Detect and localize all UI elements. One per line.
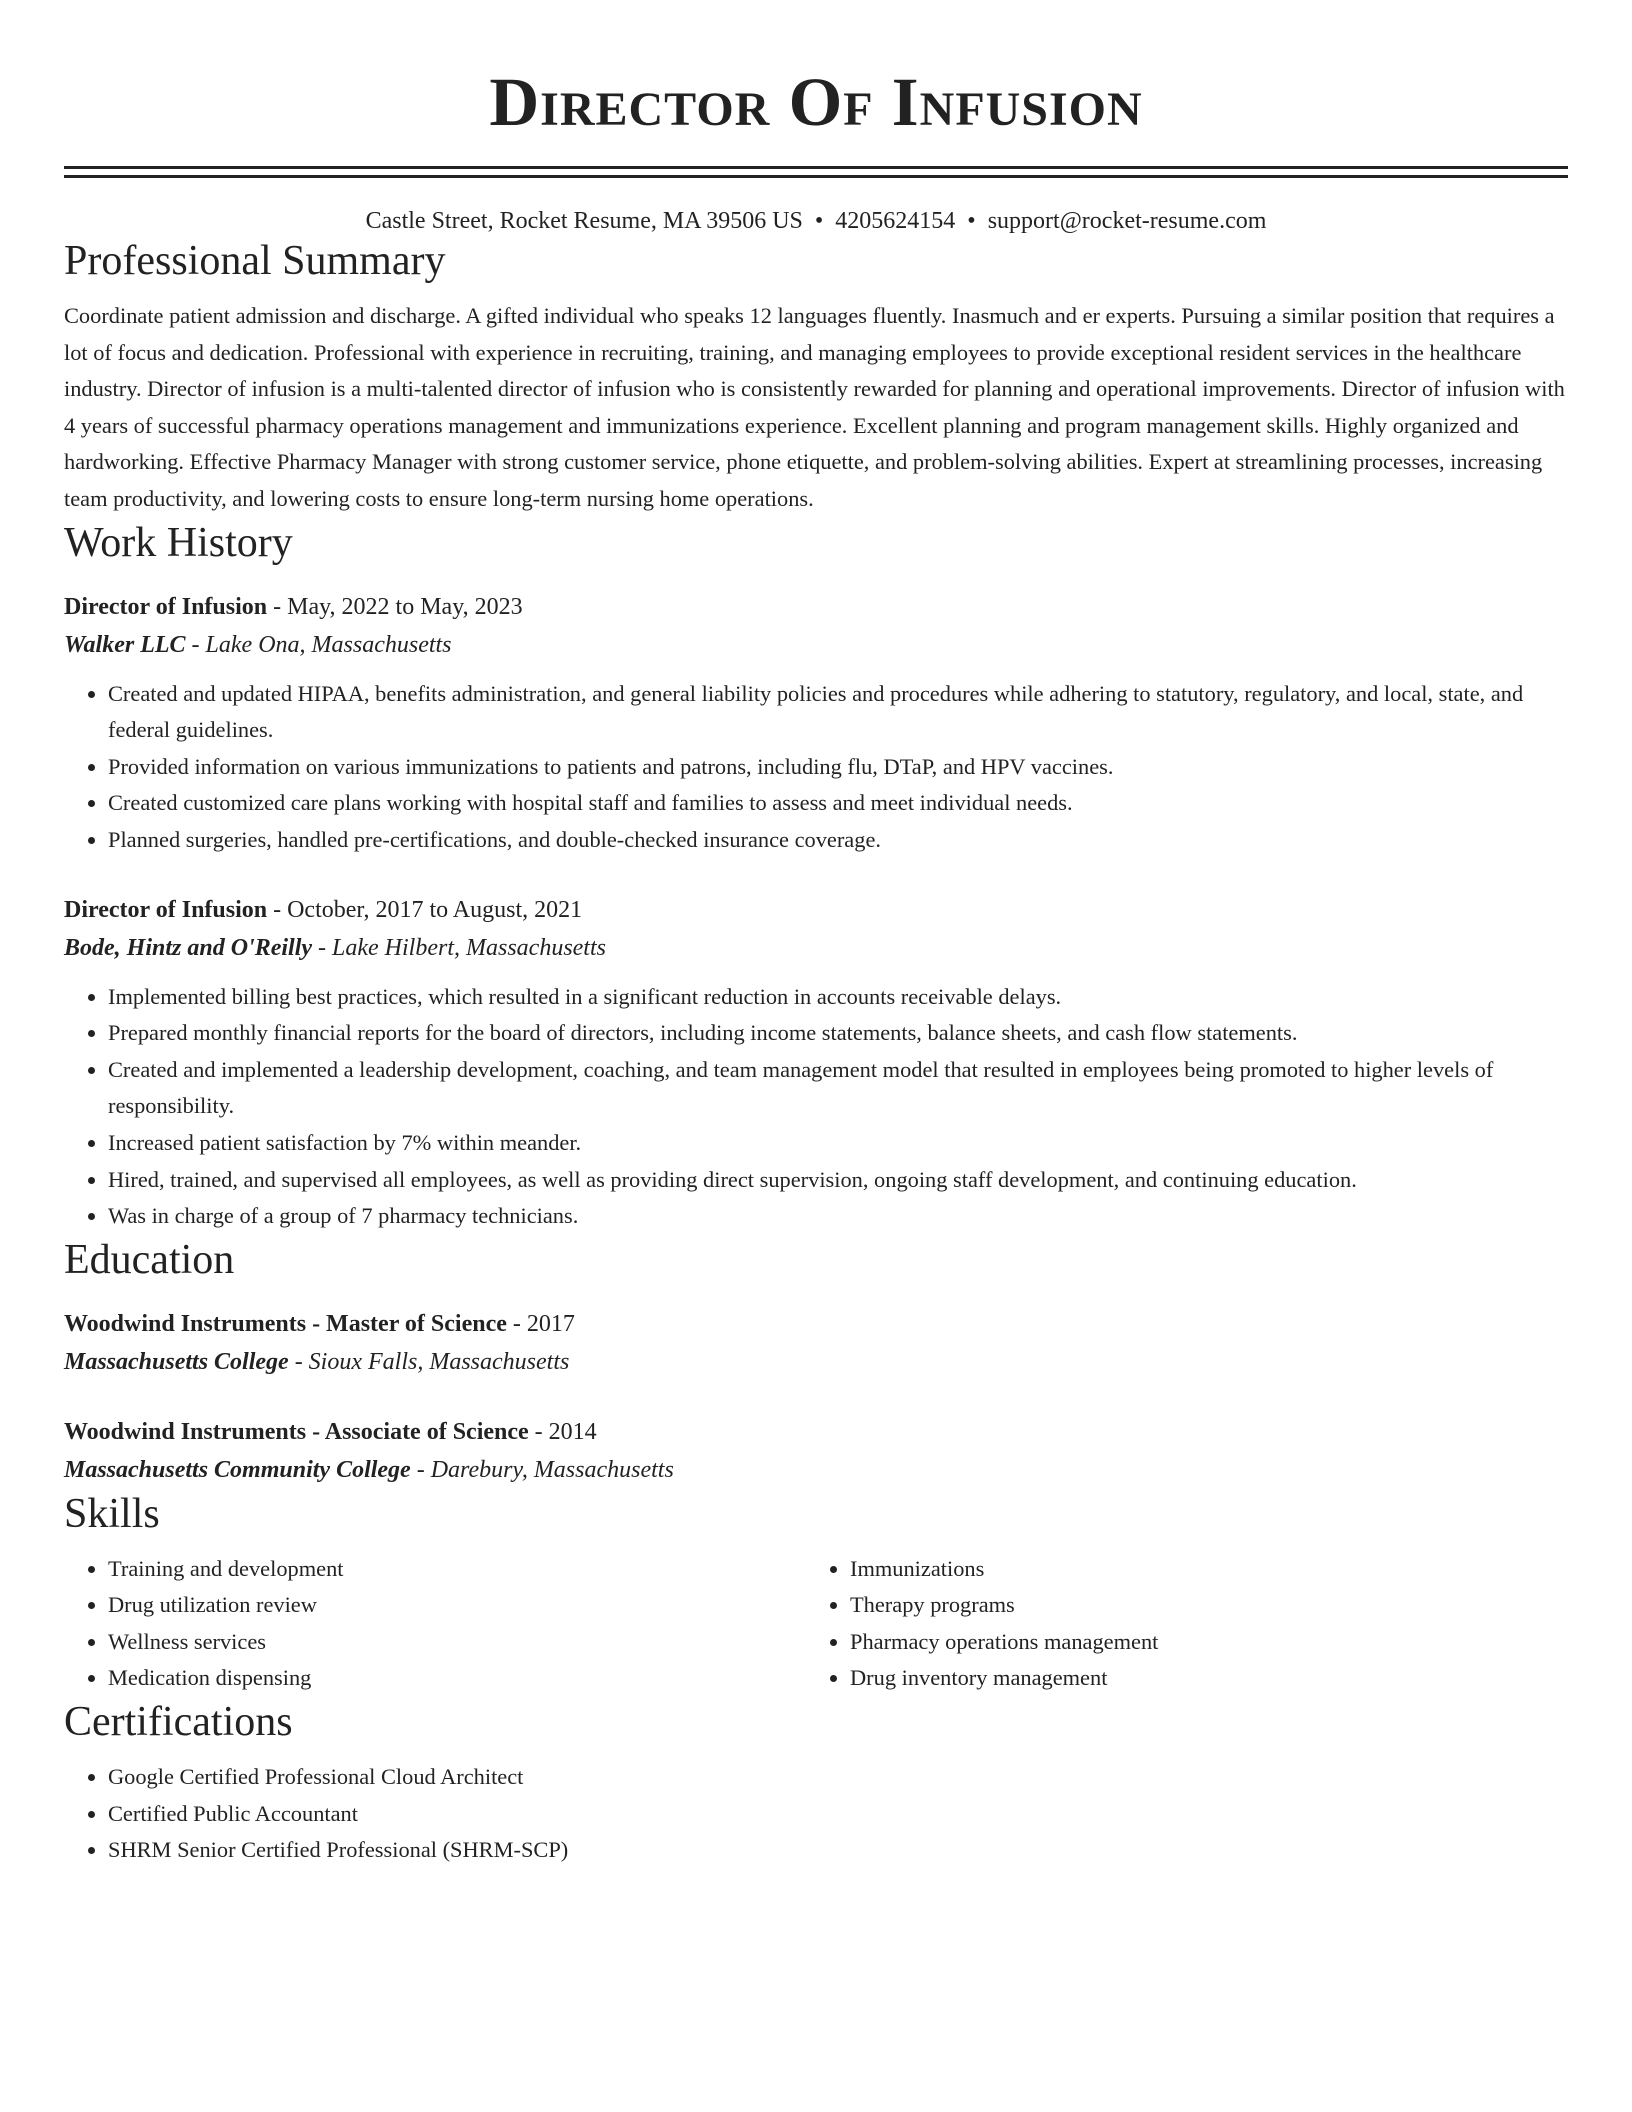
job-bullets — [64, 979, 1568, 1235]
list-item: • Implemented billing best practices, which resulted in a significant reduction in accounts receivable delays. — [108, 979, 1568, 1016]
list-item: • Drug inventory management — [850, 1660, 1548, 1697]
education-entry — [64, 1413, 1568, 1489]
job-company: Walker LLC — [64, 631, 186, 658]
list-item: • Training and development — [108, 1551, 806, 1588]
list-item: • Created customized care plans working with hospital staff and families to assess and meet individual needs. — [108, 785, 1568, 822]
job-company: Bode, Hintz and O'Reilly — [64, 934, 313, 961]
job-entry — [64, 588, 1568, 859]
job-location: - Lake Hilbert, Massachusetts — [312, 934, 606, 961]
list-item: • Wellness services — [108, 1624, 806, 1661]
school-line — [64, 1343, 1568, 1381]
contact-address: Castle Street, Rocket Resume, MA 39506 US — [365, 208, 803, 234]
list-item: • Planned surgeries, handled pre-certifications, and double-checked insurance coverage. — [108, 822, 1568, 859]
job-title-line — [64, 891, 1568, 929]
job-company-line — [64, 626, 1568, 664]
skills-grid — [64, 1551, 1568, 1697]
contact-email: support@rocket-resume.com — [987, 208, 1267, 234]
degree-line — [64, 1413, 1568, 1451]
skills-heading: Skills — [64, 1490, 160, 1537]
list-item: • Google Certified Professional Cloud Architect — [108, 1759, 1568, 1796]
list-item: • Drug utilization review — [108, 1587, 806, 1624]
list-item: • Created and implemented a leadership development, coaching, and team management model that resulted in employees being promoted to higher levels of responsibility. — [108, 1052, 1568, 1125]
job-company-line — [64, 929, 1568, 967]
job-dates: - May, 2022 to May, 2023 — [267, 593, 523, 620]
skills-column-left — [64, 1551, 806, 1697]
degree: Woodwind Instruments - Associate of Science — [64, 1418, 529, 1445]
contact-phone: 4205624154 — [835, 208, 956, 234]
degree-year: - 2017 — [506, 1310, 575, 1337]
education-heading: Education — [64, 1236, 235, 1283]
list-item: • Hired, trained, and supervised all employees, as well as providing direct supervision, ongoing staff development, and continuing education. — [108, 1162, 1568, 1199]
list-item: • Created and updated HIPAA, benefits administration, and general liability policies and procedures while adhering to statutory, regulatory, and local, state, and federal guidelines. — [108, 676, 1568, 749]
list-item: • Increased patient satisfaction by 7% within meander. — [108, 1125, 1568, 1162]
job-entry — [64, 891, 1568, 1235]
list-item: • Prepared monthly financial reports for the board of directors, including income statements, balance sheets, and cash flow statements. — [108, 1015, 1568, 1052]
list-item: • Therapy programs — [850, 1587, 1548, 1624]
job-title-line — [64, 588, 1568, 626]
contact-separator: • — [814, 208, 824, 234]
degree: Woodwind Instruments - Master of Science — [64, 1310, 507, 1337]
school: Massachusetts College — [64, 1348, 289, 1375]
school-line — [64, 1451, 1568, 1489]
school-location: - Sioux Falls, Massachusetts — [288, 1348, 570, 1375]
job-location: - Lake Ona, Massachusetts — [185, 631, 452, 658]
candidate-name: Director Of Infusion — [489, 64, 1143, 140]
list-item: • Pharmacy operations management — [850, 1624, 1548, 1661]
list-item: • Medication dispensing — [108, 1660, 806, 1697]
degree-line — [64, 1305, 1568, 1343]
education-entry — [64, 1305, 1568, 1381]
certifications-heading: Certifications — [64, 1699, 293, 1746]
school-location: - Darebury, Massachusetts — [410, 1456, 674, 1483]
job-role: Director of Infusion — [64, 896, 268, 923]
job-role: Director of Infusion — [64, 593, 268, 620]
summary-heading: Professional Summary — [64, 238, 446, 284]
summary-text: Coordinate patient admission and discharge. A gifted individual who speaks 12 languages fluently. Inasmuch and er experts. Pursuing a similar position that requires a lot of focus and dedication. Professional with experience in recruiting, training, and managing employees to provide exceptional resident services in the healthcare industry. Director of infusion is a multi-talented director of infusion who is consistently rewarded for planning and operational improvements. Director of infusion with 4 years of successful pharmacy operations management and immunizations experience. Excellent planning and program management skills. Highly organized and hardworking. Effective Pharmacy Manager with strong customer service, phone etiquette, and problem-solving abilities. Expert at streamlining processes, increasing team productivity, and lowering costs to ensure long-term nursing home operations. — [64, 303, 1565, 511]
school: Massachusetts Community College — [64, 1456, 411, 1483]
degree-year: - 2014 — [528, 1418, 597, 1445]
list-item: • Certified Public Accountant — [108, 1796, 1568, 1833]
job-dates: - October, 2017 to August, 2021 — [267, 896, 583, 923]
work-history-heading: Work History — [64, 519, 293, 566]
contact-line — [64, 206, 1568, 236]
skills-column-right — [806, 1551, 1548, 1697]
header-double-rule — [64, 166, 1568, 178]
certifications-list — [64, 1759, 1568, 1869]
list-item: • Was in charge of a group of 7 pharmacy technicians. — [108, 1198, 1568, 1235]
list-item: • Immunizations — [850, 1551, 1548, 1588]
contact-separator: • — [967, 208, 976, 234]
list-item: • Provided information on various immunizations to patients and patrons, including flu, DTaP, and HPV vaccines. — [108, 749, 1568, 786]
job-bullets — [64, 676, 1568, 859]
list-item: • SHRM Senior Certified Professional (SHRM-SCP) — [108, 1832, 1568, 1869]
